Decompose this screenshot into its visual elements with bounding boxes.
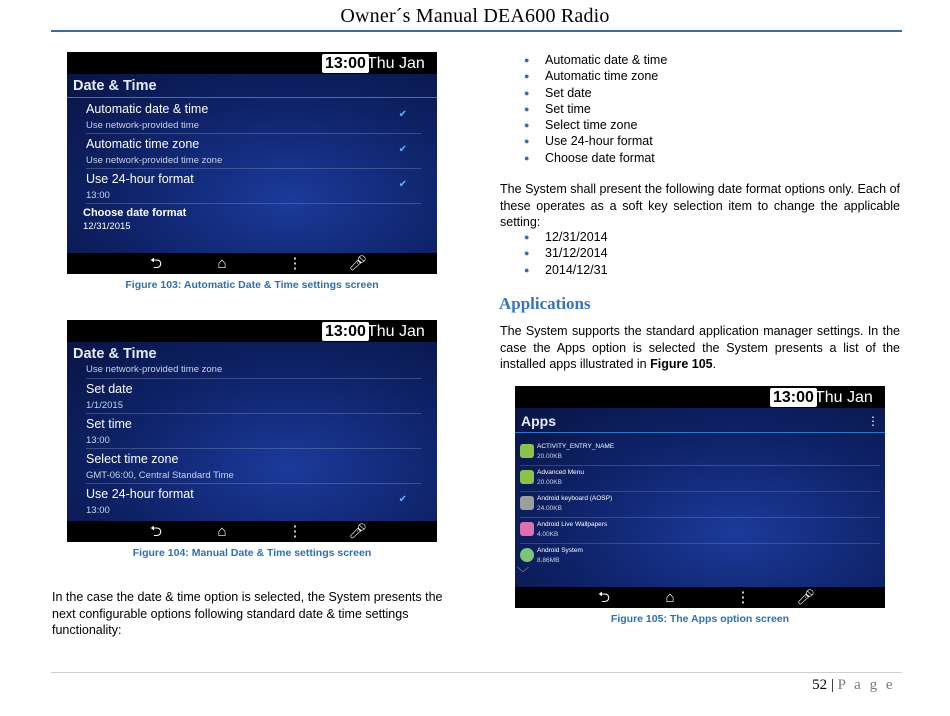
- app-name: Advanced Menu: [537, 469, 584, 476]
- checkmark-icon[interactable]: ✔: [398, 109, 407, 120]
- list-item: [521, 68, 901, 84]
- list-item-text: 2014/12/31: [545, 262, 608, 277]
- page-word: P a g e: [837, 677, 895, 693]
- android-app-icon: [520, 470, 534, 484]
- bullet-icon: ●: [524, 248, 530, 259]
- overflow-menu-icon[interactable]: ⋮: [287, 255, 303, 272]
- settings-row-choose-date-format[interactable]: [83, 204, 421, 238]
- list-item-text: Automatic date & time: [545, 53, 668, 67]
- microphone-icon[interactable]: 🎤︎: [348, 523, 368, 540]
- bullet-icon: ●: [524, 120, 530, 131]
- footer-separator: |: [830, 677, 834, 693]
- microphone-icon[interactable]: 🎤︎: [348, 255, 368, 272]
- list-item: [521, 101, 901, 117]
- list-item: [521, 133, 901, 149]
- status-bar: [67, 320, 437, 342]
- list-item-text: Automatic time zone: [545, 69, 659, 84]
- page-number: 52: [812, 677, 828, 693]
- apps-paragraph-end: .: [712, 357, 717, 371]
- app-name: Android System: [537, 547, 583, 554]
- settings-row-automatic-time-zone[interactable]: [86, 134, 421, 169]
- app-list-item[interactable]: [520, 544, 880, 569]
- settings-row-select-time-zone[interactable]: [86, 449, 421, 484]
- figure-103-caption: Figure 103: Automatic Date & Time settings screen: [125, 279, 379, 291]
- android-system-icon: [520, 548, 534, 562]
- settings-row-automatic-date-time[interactable]: [86, 99, 421, 134]
- bullet-icon: ●: [524, 136, 530, 147]
- status-bar: [515, 386, 885, 408]
- app-name: Android Live Wallpapers: [537, 521, 608, 528]
- row-title: Select time zone: [86, 452, 179, 466]
- back-arrow-icon[interactable]: ⮌: [149, 255, 162, 272]
- app-list-item[interactable]: [520, 492, 880, 518]
- bullet-icon: ●: [524, 71, 530, 82]
- bullet-icon: ●: [524, 103, 530, 114]
- home-icon[interactable]: ⌂: [217, 523, 227, 540]
- settings-screen: [67, 74, 437, 253]
- list-item-text: 12/31/2014: [545, 230, 608, 244]
- wallpaper-app-icon: [520, 522, 534, 536]
- home-icon[interactable]: ⌂: [665, 589, 675, 606]
- footer-rule: [51, 672, 902, 673]
- header-rule: [51, 30, 902, 32]
- screen-title: Apps: [521, 413, 556, 429]
- bullet-icon: ●: [524, 232, 530, 242]
- row-title: Automatic time zone: [86, 137, 200, 151]
- figure-104-screenshot: [67, 320, 437, 542]
- keyboard-app-icon: [520, 496, 534, 510]
- app-size: 20.00KB: [537, 479, 562, 486]
- left-body-paragraph: In the case the date & time option is selected, the System presents the next configurable options following standard date & time settings functionality:: [52, 590, 443, 637]
- date-format-list: [521, 229, 901, 278]
- row-subtitle: Use network-provided time zone: [86, 155, 223, 166]
- app-list-item[interactable]: [520, 440, 880, 466]
- row-subtitle: 13:00: [86, 505, 110, 516]
- apps-screen: [515, 408, 885, 587]
- row-subtitle: Use network-provided time zone: [86, 364, 223, 375]
- list-item: [521, 117, 901, 133]
- settings-row-set-time[interactable]: [86, 414, 421, 449]
- list-item: [521, 229, 901, 245]
- list-item: [521, 245, 901, 261]
- app-list-item[interactable]: [520, 466, 880, 492]
- list-item-text: 31/12/2014: [545, 246, 608, 261]
- app-size: 4.00KB: [537, 531, 559, 538]
- row-title: Set date: [86, 382, 133, 396]
- title-divider: [515, 432, 885, 433]
- row-subtitle: 1/1/2015: [86, 400, 123, 411]
- status-bar: [67, 52, 437, 74]
- clock-time: 13:00: [770, 388, 817, 407]
- app-size: 8.86MB: [537, 557, 560, 564]
- bullet-icon: ●: [524, 152, 530, 163]
- list-item-text: Select time zone: [545, 118, 638, 133]
- list-item-text: Set time: [545, 101, 591, 116]
- list-item: [521, 150, 901, 166]
- row-title: Use 24-hour format: [86, 487, 194, 501]
- title-divider: [67, 97, 437, 98]
- settings-screen: [67, 342, 437, 521]
- navigation-bar: [67, 253, 437, 274]
- page-footer: [812, 677, 895, 694]
- clock-date: Thu Jan: [367, 55, 425, 72]
- app-size: 20.00KB: [537, 453, 562, 460]
- screen-title: Date & Time: [73, 78, 157, 94]
- overflow-menu-icon[interactable]: ⋮: [287, 523, 303, 540]
- back-arrow-icon[interactable]: ⮌: [597, 589, 610, 606]
- figure-reference: Figure 105: [650, 357, 713, 371]
- row-title: Use 24-hour format: [86, 172, 194, 186]
- scroll-down-chevron-icon[interactable]: ﹀: [517, 566, 530, 580]
- app-list-item[interactable]: [520, 518, 880, 544]
- row-title: Set time: [86, 417, 132, 431]
- row-subtitle: 13:00: [86, 190, 110, 201]
- apps-paragraph: [500, 323, 900, 373]
- list-item-text: Use 24-hour format: [545, 134, 653, 149]
- checkmark-icon[interactable]: ✔: [398, 179, 407, 190]
- document-header-title: Owner´s Manual DEA600 Radio: [340, 5, 610, 27]
- screen-title: Date & Time: [73, 346, 157, 362]
- list-item: [521, 85, 901, 101]
- row-subtitle: Use network-provided time: [86, 120, 199, 131]
- list-item: [521, 262, 901, 278]
- row-subtitle: 12/31/2015: [83, 221, 131, 232]
- date-time-options-list: [521, 52, 901, 166]
- navigation-bar: [67, 521, 437, 542]
- settings-row-set-date[interactable]: [86, 379, 421, 414]
- list-item-text: Set date: [545, 85, 592, 100]
- app-size: 24.00KB: [537, 505, 562, 512]
- overflow-menu-icon[interactable]: ⋮: [867, 414, 879, 428]
- apps-paragraph-text: The System supports the standard application manager settings. In the case the Apps option is selected the System presents a list of the installed apps illustrated in: [500, 324, 900, 371]
- clock-date: Thu Jan: [367, 323, 425, 340]
- figure-103-screenshot: [67, 52, 437, 274]
- clock-date: Thu Jan: [815, 389, 873, 406]
- bullet-icon: ●: [524, 55, 530, 65]
- figure-104-caption: Figure 104: Manual Date & Time settings screen: [132, 547, 372, 559]
- clock-time: 13:00: [322, 54, 369, 73]
- row-subtitle: 13:00: [86, 435, 110, 446]
- settings-row-24-hour-format[interactable]: [86, 169, 421, 204]
- figure-105-caption: Figure 105: The Apps option screen: [610, 613, 790, 625]
- android-app-icon: [520, 444, 534, 458]
- microphone-icon[interactable]: 🎤︎: [796, 589, 816, 606]
- clock-time: 13:00: [322, 322, 369, 341]
- list-item-text: Choose date format: [545, 150, 655, 165]
- bullet-icon: ●: [524, 87, 530, 98]
- figure-105-screenshot: [515, 386, 885, 608]
- settings-row-partial[interactable]: [86, 361, 421, 379]
- row-title: Automatic date & time: [86, 102, 209, 116]
- checkmark-icon[interactable]: ✔: [398, 144, 407, 155]
- app-name: Android keyboard (AOSP): [537, 495, 613, 502]
- back-arrow-icon[interactable]: ⮌: [149, 523, 162, 540]
- bullet-icon: ●: [524, 264, 530, 275]
- list-item: [521, 52, 901, 68]
- navigation-bar: [515, 587, 885, 608]
- overflow-menu-icon[interactable]: ⋮: [735, 589, 751, 606]
- row-title: Choose date format: [83, 207, 187, 219]
- app-name: ACTIVITY_ENTRY_NAME: [537, 443, 615, 450]
- date-format-paragraph: The System shall present the following date format options only. Each of these operates as a soft key selection item to change the applicable setting:: [500, 182, 900, 229]
- row-subtitle: GMT-06:00, Central Standard Time: [86, 470, 234, 481]
- settings-row-24-hour-format[interactable]: [86, 484, 421, 518]
- home-icon[interactable]: ⌂: [217, 255, 227, 272]
- checkmark-icon[interactable]: ✔: [398, 494, 407, 505]
- section-heading-applications: Applications: [499, 294, 591, 313]
